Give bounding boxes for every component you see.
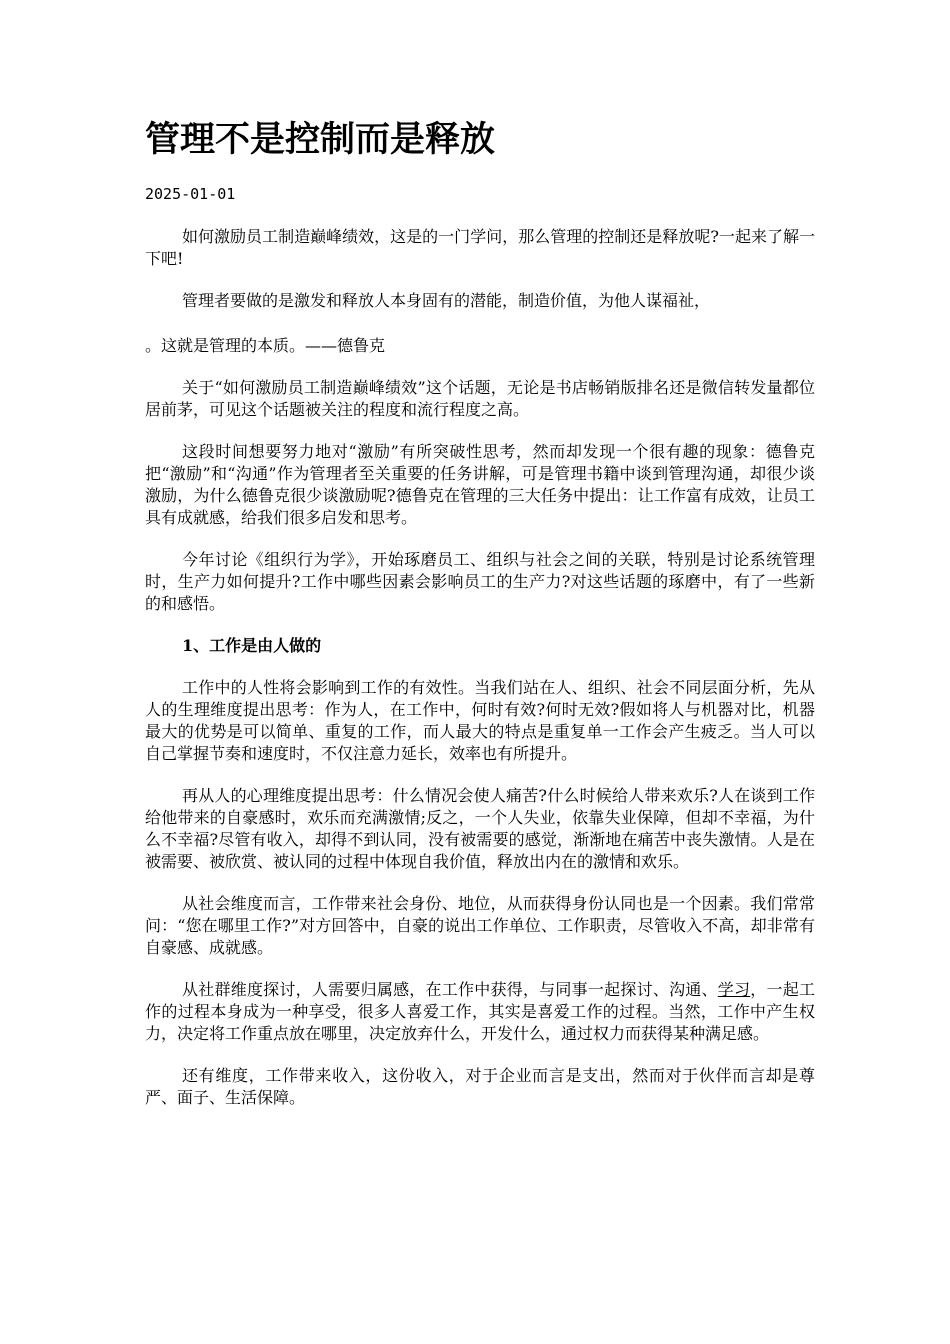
study-link[interactable]: 学习: [717, 980, 751, 999]
community-text-before: 从社群维度探讨，人需要归属感，在工作中获得，与同事一起探讨、沟通、: [182, 980, 718, 999]
community-paragraph: [145, 979, 815, 1045]
quote-continuation: 。这就是管理的本质。——德鲁克: [145, 336, 386, 355]
psychology-paragraph: 再从人的心理维度提出思考：什么情况会使人痛苦?什么时候给人带来欢乐?人在谈到工作给他带来的自豪感时，欢乐而充满激情;反之，一个人失业，依靠失业保障，但却不幸福，为什么不幸福?尽管有收入，却得不到认同，没有被需要的感觉，渐渐地在痛苦中丧失激情。人是在被需要、被欣赏、被认同的过程中体现自我价值，释放出内在的激情和欢乐。: [145, 786, 815, 871]
intro-paragraph: 如何激励员工制造巅峰绩效，这是的一门学问，那么管理的控制还是释放呢?一起来了解一下吧!: [145, 227, 815, 268]
topic-paragraph: 关于“如何激励员工制造巅峰绩效”这个话题，无论是书店畅销版排名还是微信转发量都位居前茅，可见这个话题被关注的程度和流行程度之高。: [145, 378, 815, 419]
income-paragraph: 还有维度，工作带来收入，这份收入，对于企业而言是支出，然而对于伙伴而言却是尊严、面子、生活保障。: [145, 1066, 815, 1107]
community-text-after: ，一起工作的过程本身成为一种享受，很多人喜爱工作，其实是喜爱工作的过程。当然，工作中产生权力，决定将工作重点放在哪里，决定放弃什么，开发什么，通过权力而获得某种满足感。: [145, 980, 815, 1043]
quote-paragraph: 管理者要做的是激发和释放人本身固有的潜能，制造价值，为他人谋福祉，: [182, 291, 711, 310]
physiology-paragraph: 工作中的人性将会影响到工作的有效性。当我们站在人、组织、社会不同层面分析，先从人的生理维度提出思考：作为人，在工作中，何时有效?何时无效?假如将人与机器对比，机器最大的优势是可以简单、重复的工作，而人最大的特点是重复单一工作会产生疲乏。当人可以自己掌握节奏和速度时，不仅注意力延长，效率也有所提升。: [145, 678, 815, 763]
society-paragraph: 从社会维度而言，工作带来社会身份、地位，从而获得身份认同也是一个因素。我们常常问：“您在哪里工作?”对方回答中，自豪的说出工作单位、工作职责，尽管收入不高，却非常有自豪感、成就感。: [145, 894, 815, 957]
publish-date: 2025-01-01: [145, 185, 236, 203]
article-body: [145, 226, 815, 1129]
organizational-behavior-paragraph: 今年讨论《组织行为学》，开始琢磨员工、组织与社会之间的关联，特别是讨论系统管理时，生产力如何提升?工作中哪些因素会影响员工的生产力?对这些话题的琢磨中，有了一些新的和感悟。: [145, 550, 815, 613]
drucker-paragraph: 这段时间想要努力地对“激励”有所突破性思考，然而却发现一个很有趣的现象：德鲁克把“激励”和“沟通”作为管理者至关重要的任务讲解，可是管理书籍中谈到管理沟通，却很少谈激励，为什么德鲁克很少谈激励呢?德鲁克在管理的三大任务中提出：让工作富有成效，让员工具有成就感，给我们很多启发和思考。: [145, 442, 815, 527]
page-title: 管理不是控制而是释放: [145, 119, 496, 160]
section-heading: 1、工作是由人做的: [182, 636, 322, 655]
